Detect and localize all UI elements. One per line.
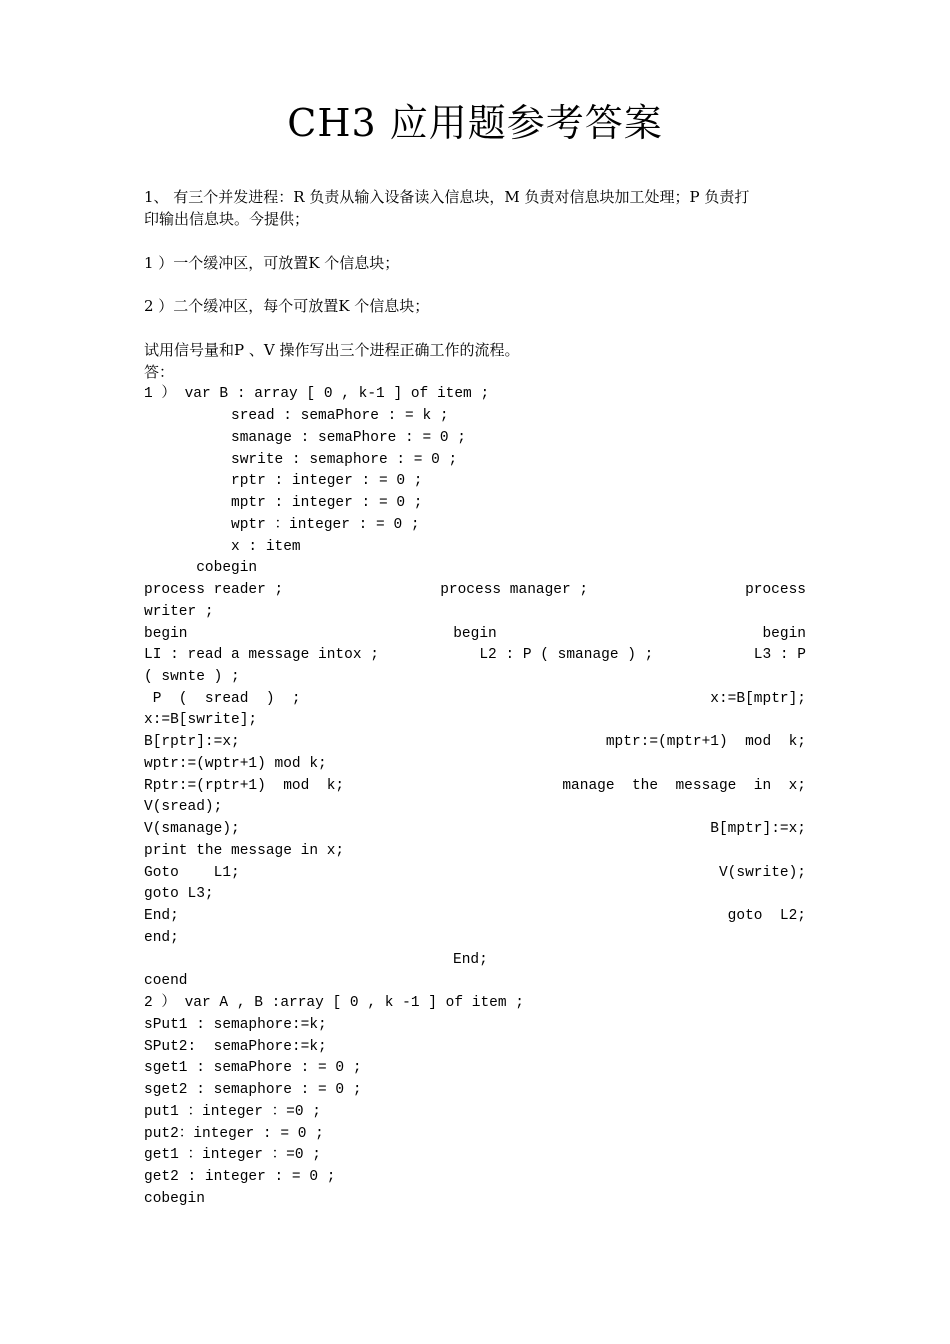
code-line: ( swnte ) ;: [144, 669, 240, 685]
code-cell: V(swrite);: [718, 865, 806, 881]
code-cell: begin: [453, 626, 497, 642]
code-row-vsmanage: [144, 819, 806, 841]
code-line: get1 ：integer ：=0 ;: [144, 1147, 321, 1163]
question-option-2: 2 ）二个缓冲区，每个可放置K 个信息块；: [144, 297, 430, 315]
code-cell: begin: [762, 626, 806, 642]
code-cell: begin: [144, 626, 188, 642]
code-cell: End;: [144, 908, 179, 924]
code-line: x:=B[swrite];: [144, 712, 258, 728]
answer-label: 答：: [144, 363, 175, 381]
code-line: sread : semaPhore : = k ;: [144, 408, 449, 424]
code-row-brptr: [144, 732, 806, 754]
code-cell: B[mptr]:=x;: [710, 821, 806, 837]
code-cell: Rptr:=(rptr+1) mod k;: [144, 778, 345, 794]
code-row-labels: [144, 645, 806, 667]
code-line: put1 ：integer ：=0 ;: [144, 1104, 321, 1120]
code-line: End;: [453, 952, 488, 968]
code-line: sPut1 : semaphore:=k;: [144, 1017, 327, 1033]
page-title: CH3 应用题参考答案: [287, 101, 663, 145]
code-cell: V(smanage);: [144, 821, 240, 837]
code-line: get2 : integer : = 0 ;: [144, 1169, 336, 1185]
code-line: cobegin: [144, 560, 258, 576]
code-cell: process reader ;: [144, 582, 284, 598]
code-line: 2 ） var A , B :array [ 0 , k -1 ] of item ;: [144, 995, 524, 1011]
code-cell: P ( sread ) ;: [144, 691, 301, 707]
code-line: sget1 : semaPhore : = 0 ;: [144, 1060, 362, 1076]
code-line: goto L3;: [144, 886, 214, 902]
code-cell: manage the message in x;: [562, 778, 806, 794]
code-line: wptr:=(wptr+1) mod k;: [144, 756, 327, 772]
code-cell: mptr:=(mptr+1) mod k;: [605, 734, 806, 750]
code-cell: Goto L1;: [144, 865, 240, 881]
code-line: rptr : integer : = 0 ;: [144, 473, 423, 489]
code-row-goto: [144, 863, 806, 885]
question-intro-line-1: 1、 有三个并发进程：R 负责从输入设备读入信息块，M 负责对信息块加工处理；P 负责打: [144, 188, 750, 206]
code-line: V(sread);: [144, 799, 223, 815]
code-row-process: [144, 580, 806, 602]
code-line: smanage : semaPhore : = 0 ;: [144, 430, 466, 446]
code-cell: L2 : P ( smanage ) ;: [479, 647, 654, 663]
code-cell: process manager ;: [440, 582, 589, 598]
question-task: 试用信号量和P 、V 操作写出三个进程正确工作的流程。: [144, 341, 520, 359]
code-line: mptr : integer : = 0 ;: [144, 495, 423, 511]
code-line: wptr ：integer : = 0 ;: [144, 517, 420, 533]
code-cell: x:=B[mptr];: [710, 691, 806, 707]
question-intro-line-2: 印输出信息块。今提供；: [144, 210, 310, 228]
code-line: sget2 : semaphore : = 0 ;: [144, 1082, 362, 1098]
code-cell: L3 : P: [753, 647, 806, 663]
code-line: SPut2: semaPhore:=k;: [144, 1039, 327, 1055]
code-line: coend: [144, 973, 188, 989]
code-row-rptr: [144, 776, 806, 798]
code-line: cobegin: [144, 1191, 205, 1207]
code-cell: LI : read a message intox ;: [144, 647, 379, 663]
code-cell: process: [745, 582, 806, 598]
question-option-1: 1 ）一个缓冲区，可放置K 个信息块；: [144, 254, 400, 272]
code-cell: goto L2;: [727, 908, 806, 924]
code-line: put2：integer : = 0 ;: [144, 1126, 324, 1142]
code-line: 1 ） var B : array [ 0 , k-1 ] of item ;: [144, 386, 490, 402]
code-row-psread: [144, 689, 806, 711]
code-line: end;: [144, 930, 179, 946]
code-line: writer ;: [144, 604, 214, 620]
code-row-begin: [144, 624, 806, 646]
code-line: print the message in x;: [144, 843, 345, 859]
code-line: x : item: [144, 539, 301, 555]
code-line: swrite : semaphore : = 0 ;: [144, 452, 458, 468]
code-row-end: [144, 906, 806, 928]
code-cell: B[rptr]:=x;: [144, 734, 240, 750]
